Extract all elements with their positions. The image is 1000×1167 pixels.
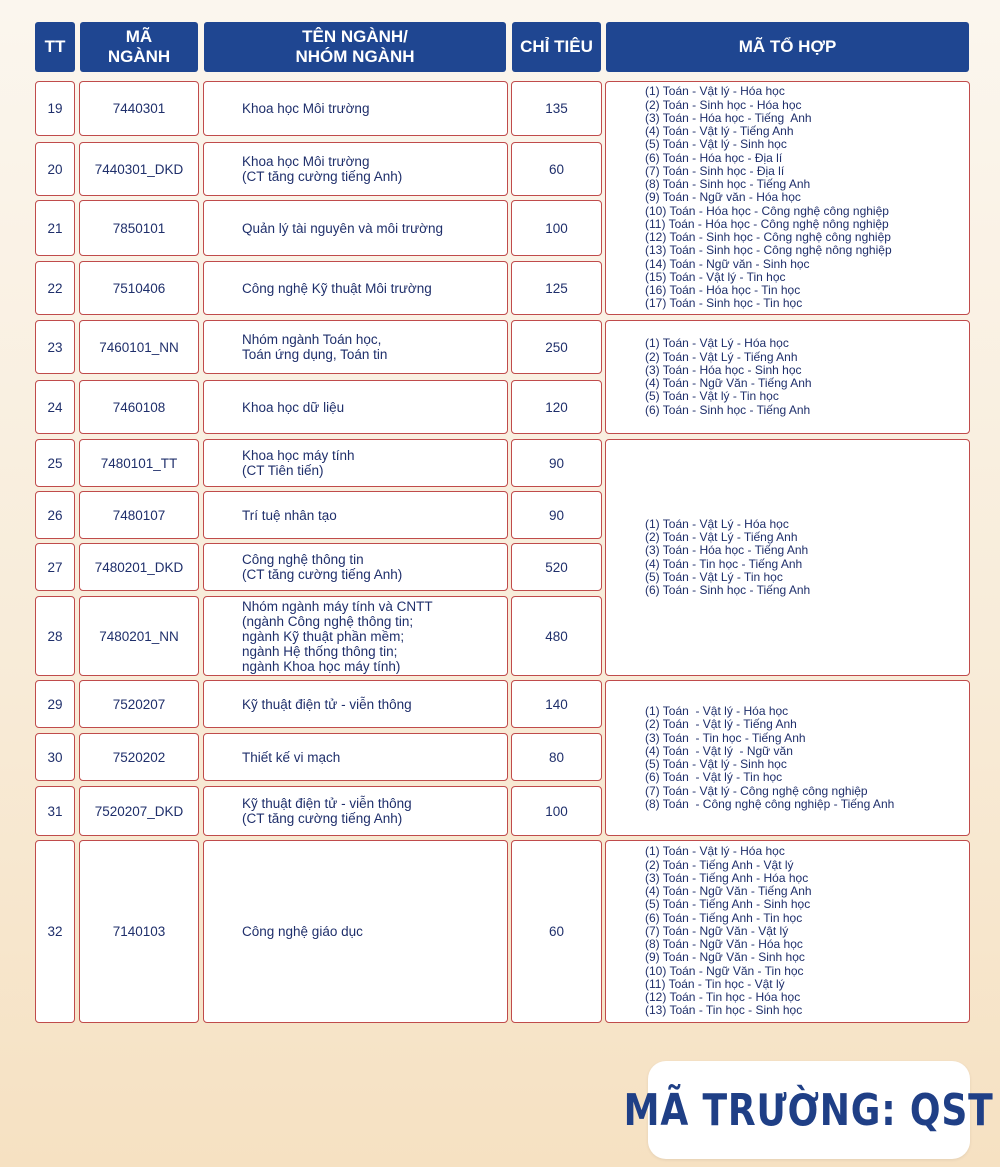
header-tt [35, 22, 75, 72]
cell-code [79, 261, 199, 315]
cell-code [79, 439, 199, 487]
cell-code-value: 7480101_TT [100, 455, 178, 471]
combo-item: (3) Toán - Tiếng Anh - Hóa học [645, 870, 809, 885]
combo-group-1 [605, 81, 970, 315]
cell-code [79, 733, 199, 781]
combo-item: (4) Toán - Ngữ Văn - Tiếng Anh [645, 376, 812, 390]
cell-tt [35, 786, 75, 836]
program-name-line: Quản lý tài nguyên và môi trường [242, 220, 443, 236]
cell-code-value: 7510406 [112, 280, 166, 296]
combo-item: (10) Toán - Ngữ Văn - Tin học [645, 963, 804, 978]
cell-quota [511, 786, 602, 836]
program-name-line: Công nghệ Kỹ thuật Môi trường [242, 280, 432, 296]
cell-tt-value: 25 [47, 455, 63, 471]
combo-item: (17) Toán - Sinh học - Tin học [645, 296, 803, 311]
combo-list [645, 85, 892, 310]
combo-item: (15) Toán - Vật lý - Tin học [645, 269, 786, 284]
program-name-line: ngành Khoa học máy tính) [242, 658, 401, 674]
cell-code [79, 320, 199, 374]
cell-code-value: 7480201_DKD [94, 559, 184, 575]
cell-tt-value: 24 [47, 399, 63, 415]
cell-name [203, 680, 508, 728]
cell-code-value: 7460108 [112, 399, 166, 415]
cell-code [79, 142, 199, 196]
combo-item: (5) Toán - Tiếng Anh - Sinh học [645, 897, 811, 912]
cell-code-value: 7460101_NN [99, 339, 179, 355]
cell-code [79, 680, 199, 728]
program-name-line: (CT tăng cường tiếng Anh) [242, 811, 403, 826]
combo-item: (6) Toán - Sinh học - Tiếng Anh [645, 402, 811, 417]
cell-name [203, 733, 508, 781]
combo-item: (1) Toán - Vật lý - Hóa học [645, 84, 785, 99]
cell-tt [35, 261, 75, 315]
cell-tt-value: 29 [47, 696, 63, 712]
program-name-line: Khoa học dữ liệu [242, 399, 345, 415]
combo-item: (5) Toán - Vật lý - Sinh học [645, 757, 787, 771]
cell-name [203, 491, 508, 539]
cell-code [79, 200, 199, 256]
program-name-line: ngành Kỹ thuật phần mềm; [242, 628, 405, 644]
cell-quota [511, 439, 602, 487]
combo-item: (4) Toán - Tin học - Tiếng Anh [645, 556, 803, 571]
cell-code-value: 7480107 [112, 507, 166, 523]
cell-tt [35, 320, 75, 374]
cell-code-value: 7850101 [112, 220, 166, 236]
program-name-line: Nhóm ngành Toán học, [242, 332, 382, 347]
combo-list [645, 518, 810, 598]
cell-quota [511, 543, 602, 591]
header-combo-label: MÃ TỔ HỢP [738, 37, 837, 56]
cell-tt [35, 81, 75, 136]
cell-tt [35, 200, 75, 256]
cell-code-value: 7140103 [112, 924, 166, 939]
combo-item: (9) Toán - Ngữ Văn - Sinh học [645, 950, 805, 965]
cell-code [79, 840, 199, 1023]
header-name [204, 22, 506, 72]
cell-tt-value: 27 [47, 559, 63, 575]
cell-code [79, 81, 199, 136]
combo-group-3 [605, 439, 970, 676]
cell-name [203, 261, 508, 315]
cell-quota [511, 200, 602, 256]
cell-code-value: 7520202 [112, 749, 166, 765]
cell-name [203, 543, 508, 591]
cell-name [203, 840, 508, 1023]
cell-quota-value: 480 [545, 628, 568, 644]
combo-item: (6) Toán - Vật lý - Tin học [645, 770, 783, 785]
header-name-line-2: NHÓM NGÀNH [295, 47, 415, 66]
combo-item: (16) Toán - Hóa học - Tin học [645, 283, 801, 298]
cell-name [203, 81, 508, 136]
combo-item: (7) Toán - Sinh học - Địa lí [645, 163, 785, 178]
cell-quota [511, 840, 602, 1023]
program-name-line: ngành Hệ thống thông tin; [242, 643, 398, 659]
cell-quota-value: 60 [548, 161, 565, 177]
combo-item: (1) Toán - Vật lý - Hóa học [645, 844, 785, 859]
combo-item: (2) Toán - Sinh học - Hóa học [645, 97, 802, 112]
cell-code [79, 786, 199, 836]
header-code-line-1: MÃ [125, 27, 153, 46]
cell-code [79, 543, 199, 591]
cell-code [79, 380, 199, 434]
combo-list [645, 337, 812, 417]
cell-tt-value: 23 [47, 339, 63, 355]
combo-item: (10) Toán - Hóa học - Công nghệ công nghiệp [645, 203, 889, 218]
cell-tt [35, 439, 75, 487]
cell-code-value: 7440301 [112, 101, 166, 116]
combo-item: (4) Toán - Vật lý - Ngữ văn [645, 743, 793, 758]
cell-tt [35, 840, 75, 1023]
cell-quota [511, 596, 602, 676]
combo-item: (14) Toán - Ngữ văn - Sinh học [645, 256, 810, 271]
combo-item: (1) Toán - Vật Lý - Hóa học [645, 516, 789, 531]
cell-name [203, 200, 508, 256]
combo-item: (6) Toán - Hóa học - Địa lí [645, 150, 783, 165]
cell-tt-value: 20 [47, 161, 63, 177]
combo-item: (3) Toán - Tin học - Tiếng Anh [645, 730, 806, 745]
cell-tt-value: 21 [47, 220, 63, 236]
cell-tt-value: 31 [47, 803, 63, 819]
cell-quota-value: 100 [545, 220, 568, 236]
combo-list [645, 845, 812, 1017]
school-code-badge [624, 1061, 994, 1159]
combo-group-5 [605, 840, 970, 1023]
program-name-line: Thiết kế vi mạch [242, 749, 341, 765]
combo-item: (2) Toán - Vật lý - Tiếng Anh [645, 717, 797, 732]
combo-item: (3) Toán - Hóa học - Tiếng Anh [645, 543, 809, 558]
header-name-line-1: TÊN NGÀNH/ [302, 27, 408, 46]
program-name-line: (CT tăng cường tiếng Anh) [242, 169, 403, 184]
combo-item: (7) Toán - Vật lý - Công nghệ công nghiệp [645, 783, 868, 798]
header-quota-label: CHỈ TIÊU [520, 37, 593, 56]
cell-tt [35, 543, 75, 591]
header-quota [512, 22, 601, 72]
header-code-line-2: NGÀNH [107, 47, 171, 66]
combo-list [645, 705, 894, 811]
combo-item: (5) Toán - Vật lý - Sinh học [645, 137, 787, 152]
program-name-line: Khoa học Môi trường [242, 154, 370, 169]
program-name-line: Nhóm ngành máy tính và CNTT [242, 598, 433, 614]
program-name-line: Kỹ thuật điện tử - viễn thông [242, 796, 412, 811]
cell-tt-value: 30 [47, 749, 63, 765]
program-name-line: Khoa học Môi trường [242, 101, 370, 116]
cell-quota [511, 320, 602, 374]
combo-item: (6) Toán - Tiếng Anh - Tin học [645, 910, 803, 925]
cell-quota [511, 680, 602, 728]
cell-quota [511, 142, 602, 196]
combo-item: (13) Toán - Sinh học - Công nghệ nông nghiệp [645, 243, 892, 258]
program-name-line: Toán ứng dụng, Toán tin [242, 347, 388, 362]
combo-item: (1) Toán - Vật lý - Hóa học [645, 704, 789, 718]
cell-quota [511, 380, 602, 434]
program-name-line: Khoa học máy tính [242, 448, 355, 463]
combo-item: (11) Toán - Hóa học - Công nghệ nông nghiệp [645, 216, 889, 231]
cell-quota [511, 491, 602, 539]
cell-code [79, 491, 199, 539]
combo-item: (4) Toán - Ngữ Văn - Tiếng Anh [645, 884, 812, 899]
header-tt-label: TT [44, 37, 66, 56]
combo-item: (1) Toán - Vật Lý - Hóa học [645, 336, 789, 351]
combo-item: (4) Toán - Vật lý - Tiếng Anh [645, 124, 794, 139]
combo-item: (9) Toán - Ngữ văn - Hóa học [645, 190, 801, 205]
program-name-line: (CT tăng cường tiếng Anh) [242, 567, 403, 582]
cell-tt-value: 26 [47, 507, 63, 523]
program-name-line: Trí tuệ nhân tạo [242, 507, 337, 523]
cell-quota-value: 80 [548, 749, 565, 765]
program-name-line: Công nghệ giáo dục [242, 924, 363, 939]
combo-item: (7) Toán - Ngữ Văn - Vật lý [645, 923, 789, 938]
combo-item: (5) Toán - Vật Lý - Tin học [645, 569, 783, 584]
header-combo [606, 22, 969, 72]
cell-quota-value: 135 [545, 101, 568, 116]
cell-quota-value: 90 [548, 455, 565, 471]
cell-quota [511, 733, 602, 781]
cell-code [79, 596, 199, 676]
cell-quota-value: 100 [545, 803, 568, 819]
combo-item: (8) Toán - Ngữ Văn - Hóa học [645, 937, 803, 952]
cell-tt [35, 680, 75, 728]
combo-item: (3) Toán - Hóa học - Tiếng Anh [645, 110, 812, 125]
combo-item: (2) Toán - Vật Lý - Tiếng Anh [645, 530, 798, 544]
combo-item: (12) Toán - Tin học - Hóa học [645, 990, 801, 1005]
cell-quota-value: 120 [545, 399, 568, 415]
combo-item: (2) Toán - Vật Lý - Tiếng Anh [645, 349, 798, 364]
combo-group-4 [605, 680, 970, 836]
header-code [80, 22, 198, 72]
cell-quota-value: 90 [548, 507, 565, 523]
cell-tt-value: 19 [47, 101, 63, 116]
cell-tt [35, 733, 75, 781]
cell-quota [511, 81, 602, 136]
program-name-line: Kỹ thuật điện tử - viễn thông [242, 696, 412, 712]
combo-item: (3) Toán - Hóa học - Sinh học [645, 362, 802, 377]
cell-quota-value: 125 [545, 280, 568, 296]
combo-item: (8) Toán - Sinh học - Tiếng Anh [645, 177, 811, 192]
cell-code-value: 7520207 [112, 696, 166, 712]
cell-quota-value: 60 [548, 924, 565, 939]
cell-name [203, 786, 508, 836]
cell-tt-value: 28 [47, 628, 63, 644]
combo-group-2 [605, 320, 970, 434]
cell-name [203, 142, 508, 196]
program-name-line: Công nghệ thông tin [242, 552, 364, 567]
combo-item: (5) Toán - Vật lý - Tin học [645, 389, 779, 404]
cell-quota-value: 250 [545, 339, 568, 355]
cell-quota-value: 520 [545, 559, 568, 575]
cell-quota-value: 140 [545, 696, 568, 712]
cell-name [203, 320, 508, 374]
cell-quota [511, 261, 602, 315]
cell-name [203, 380, 508, 434]
cell-tt-value: 32 [47, 924, 63, 939]
combo-item: (11) Toán - Tin học - Vật lý [645, 976, 785, 991]
cell-code-value: 7520207_DKD [94, 803, 184, 819]
cell-name [203, 439, 508, 487]
cell-tt [35, 596, 75, 676]
cell-code-value: 7480201_NN [99, 628, 179, 644]
cell-code-value: 7440301_DKD [94, 161, 184, 177]
combo-item: (2) Toán - Tiếng Anh - Vật lý [645, 857, 794, 872]
cell-tt [35, 380, 75, 434]
school-code: MÃ TRƯỜNG: QST [624, 1084, 994, 1136]
combo-item: (6) Toán - Sinh học - Tiếng Anh [645, 583, 811, 597]
combo-item: (12) Toán - Sinh học - Công nghệ công nghiệp [645, 230, 891, 245]
program-name-line: (ngành Công nghệ thông tin; [242, 613, 414, 629]
program-name-line: (CT Tiên tiến) [242, 463, 324, 478]
combo-item: (13) Toán - Tin học - Sinh học [645, 1003, 803, 1018]
cell-tt [35, 491, 75, 539]
cell-name [203, 596, 508, 676]
combo-item: (8) Toán - Công nghệ công nghiệp - Tiếng Anh [645, 796, 895, 811]
cell-tt [35, 142, 75, 196]
cell-tt-value: 22 [47, 280, 63, 296]
